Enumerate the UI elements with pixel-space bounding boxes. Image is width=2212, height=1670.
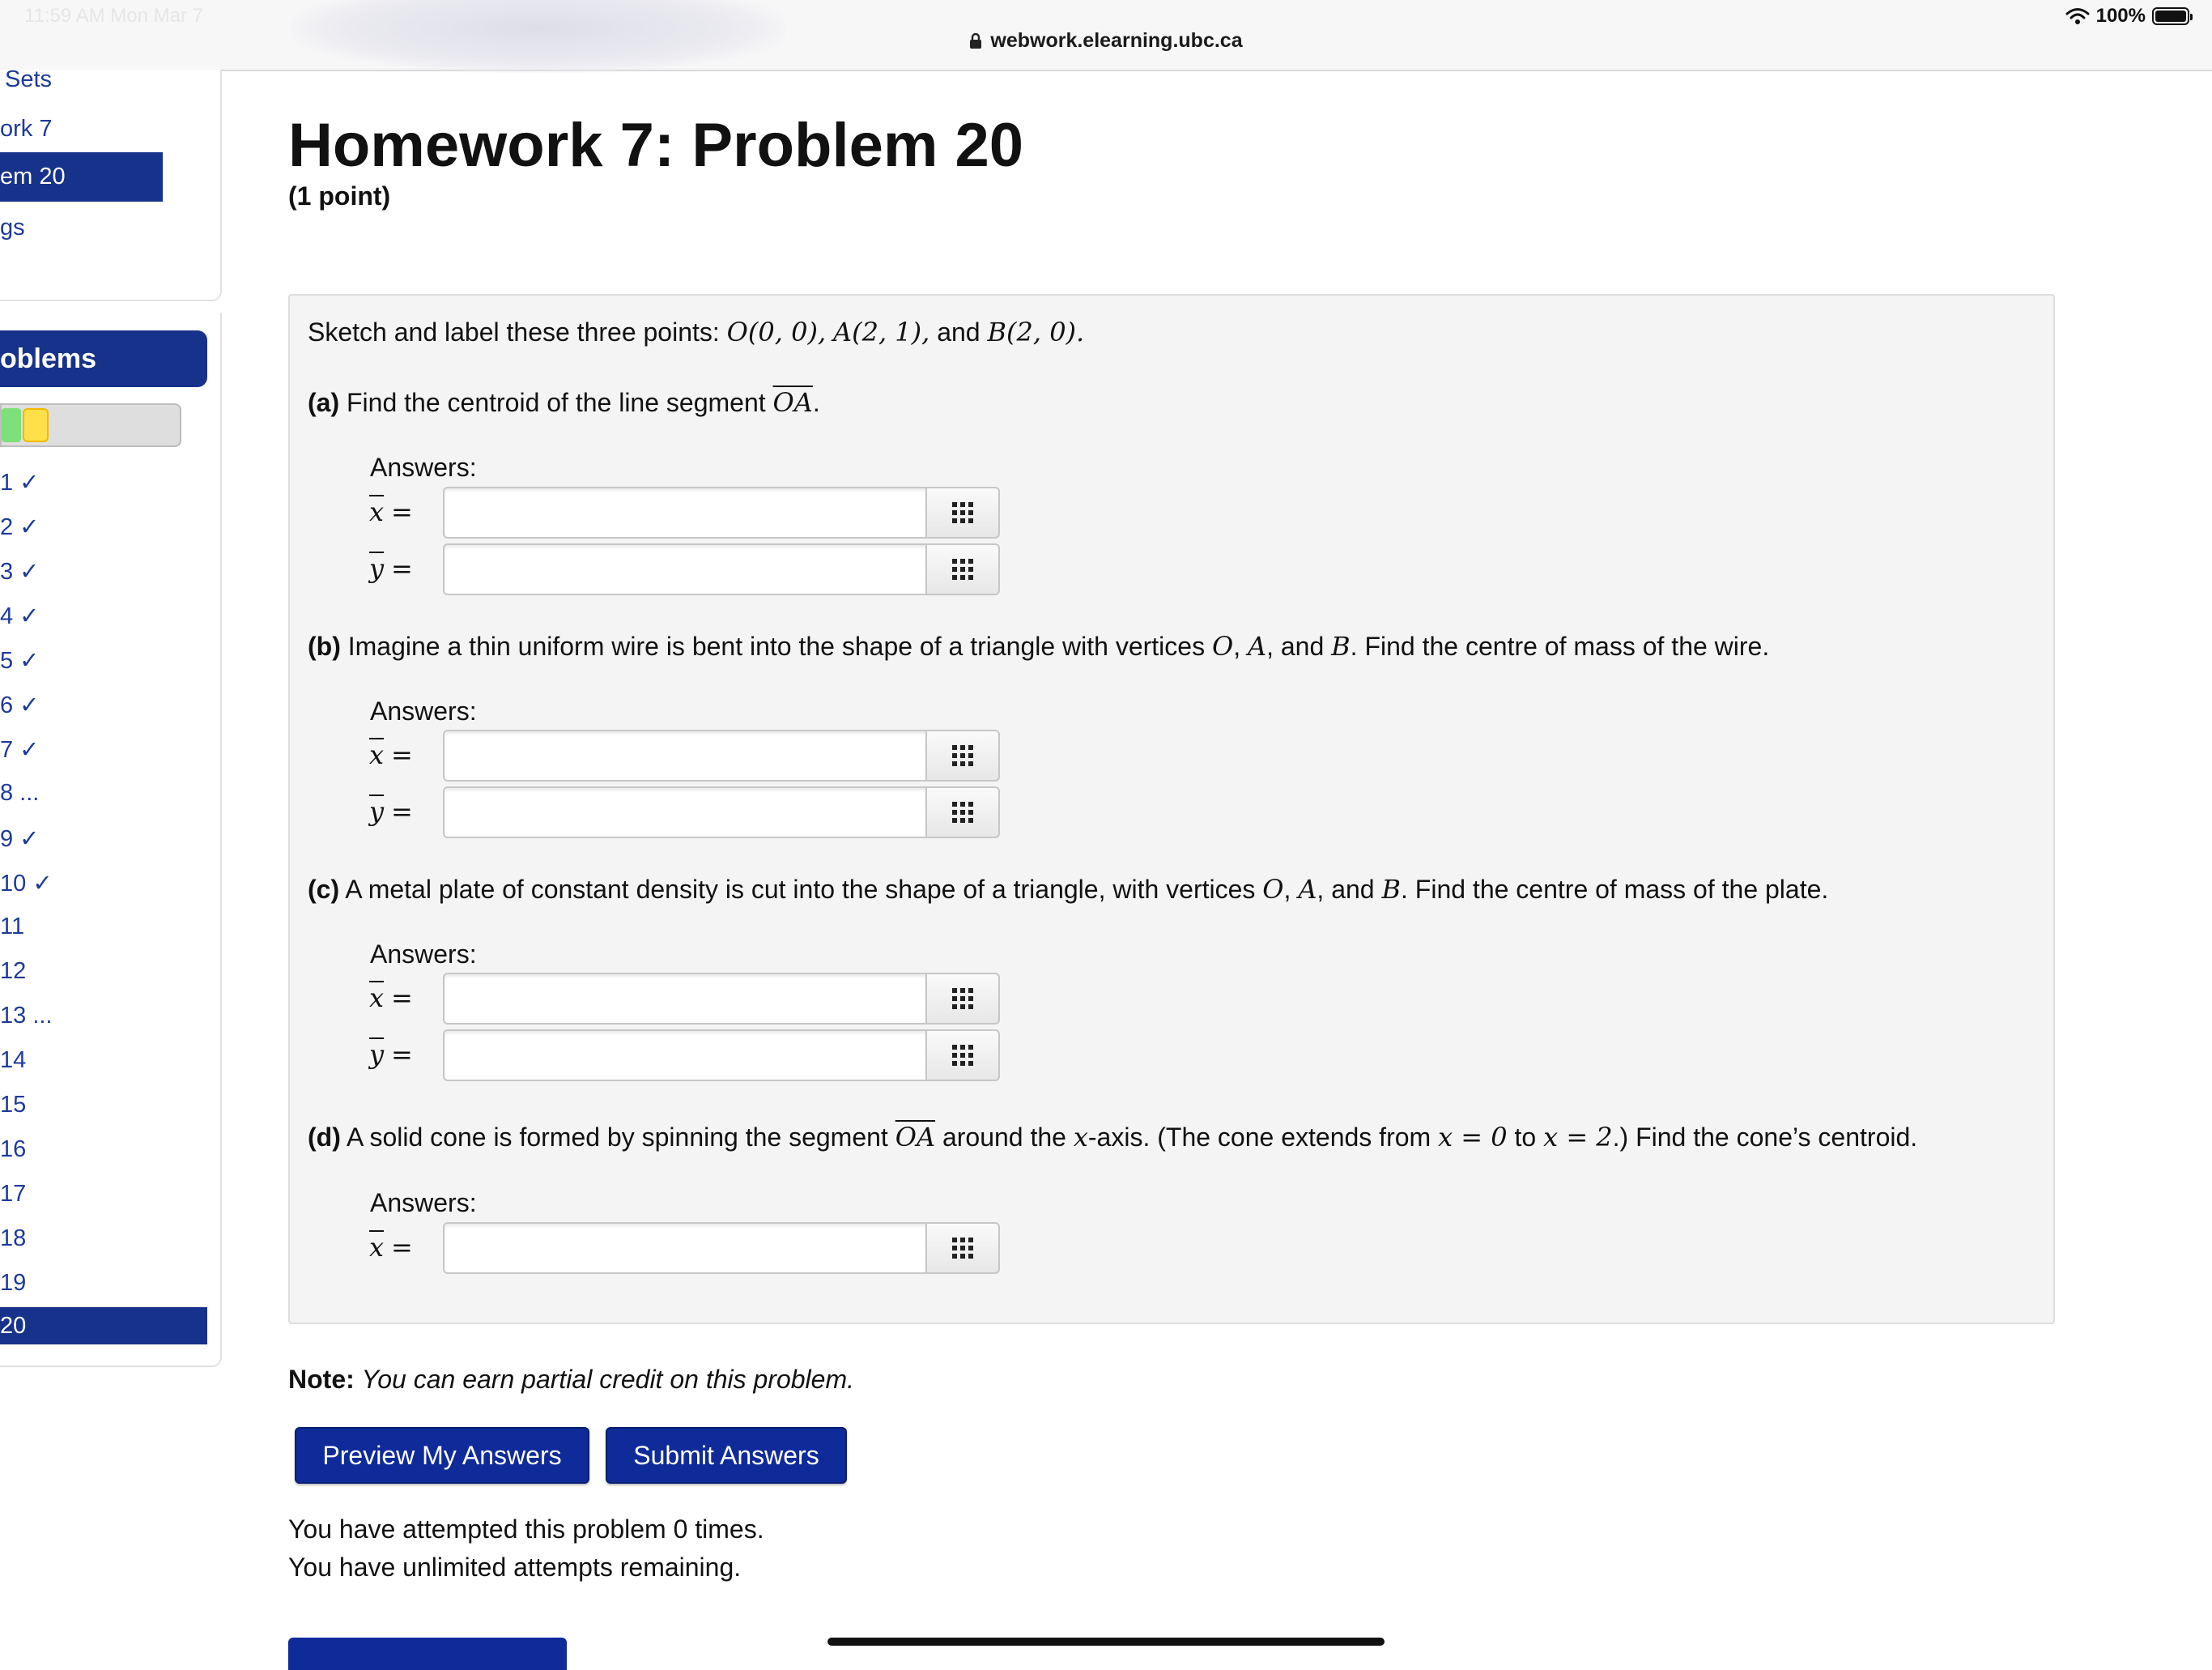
ybar-label — [369, 553, 418, 584]
problem-link[interactable]: 15 — [0, 1092, 27, 1118]
part-d-text-2: around the — [942, 1123, 1066, 1152]
equation-editor-button[interactable] — [925, 543, 1000, 595]
part-b-ybar-input[interactable] — [443, 786, 925, 838]
equals-sign: = — [390, 1039, 413, 1070]
progress-correct — [2, 408, 21, 442]
part-a-suffix: . — [812, 388, 820, 417]
comma: , — [1233, 632, 1241, 661]
progress-in-progress — [23, 408, 49, 442]
part-d-text: A solid cone is formed by spinning the segment — [346, 1123, 888, 1152]
equation-editor-button[interactable] — [925, 1222, 1000, 1274]
part-d-text-4: .) Find the cone’s centroid. — [1612, 1123, 1918, 1152]
equals-sign: = — [390, 739, 413, 770]
vertex-b: B — [1331, 631, 1351, 662]
xbar-symbol: $\overline{x}$ — [369, 739, 385, 770]
part-d-axis: x — [1073, 1122, 1088, 1152]
and-word: and — [1280, 632, 1325, 661]
part-b-label: (b) — [308, 632, 341, 661]
xbar-label — [369, 739, 418, 770]
xbar-label — [369, 982, 418, 1013]
problem-link[interactable]: 11 — [0, 914, 25, 939]
grid-icon — [952, 1238, 973, 1259]
sidebar-link-problem-label: em 20 — [0, 164, 66, 190]
part-c-xbar-input[interactable] — [443, 973, 925, 1025]
equation-editor-button[interactable] — [925, 487, 1000, 539]
problem-body — [288, 294, 2055, 1324]
part-d-to: x = 2 — [1543, 1122, 1613, 1152]
battery-icon — [2152, 7, 2189, 25]
problem-link[interactable]: 14 — [0, 1047, 27, 1073]
sidebar-link-sets[interactable]: Sets — [5, 66, 53, 92]
part-a-text: Find the centroid of the line segment — [347, 388, 766, 417]
grid-icon — [952, 802, 973, 823]
part-c-text-end: . Find the centre of mass of the plate. — [1401, 875, 1829, 904]
wifi-icon — [2065, 7, 2090, 25]
comma: , — [1266, 632, 1274, 661]
part-c-text: A metal plate of constant density is cut into the shape of a triangle, with vertices — [345, 875, 1256, 904]
grid-icon — [952, 559, 973, 580]
attempts-count: You have attempted this problem 0 times. — [288, 1515, 764, 1544]
problem-link[interactable]: 17 — [0, 1181, 27, 1207]
equals-sign: = — [390, 496, 413, 527]
equation-editor-button[interactable] — [925, 1029, 1000, 1081]
xbar-label — [369, 1232, 418, 1263]
part-a-ybar-input[interactable] — [443, 543, 925, 595]
sidebar-link-problem-active[interactable] — [0, 152, 163, 202]
answers-label: Answers: — [370, 453, 477, 482]
equation-editor-button[interactable] — [925, 973, 1000, 1025]
problem-link[interactable]: 7 ✓ — [0, 737, 40, 763]
problems-header-label: oblems — [0, 343, 97, 374]
ybar-symbol: $\overline{y}$ — [369, 796, 385, 827]
part-d-text-3: -axis. (The cone extends from — [1087, 1123, 1431, 1152]
part-a-label: (a) — [308, 388, 340, 417]
part-d-xbar-input[interactable] — [443, 1222, 925, 1274]
equals-sign: = — [390, 1232, 413, 1263]
part-b-text: Imagine a thin uniform wire is bent into the shape of a triangle with vertices — [347, 632, 1206, 661]
progress-bar — [0, 403, 181, 447]
problem-link[interactable]: 13 ... — [0, 1003, 53, 1029]
part-d-from: x = 0 — [1438, 1122, 1508, 1152]
part-d-segment: $\overline{OA}$ — [895, 1122, 936, 1152]
problem-link[interactable]: 3 ✓ — [0, 559, 40, 585]
status-time: 11:59 AM Mon Mar 7 — [24, 5, 203, 27]
point-a: A(2, 1), — [833, 317, 930, 347]
problem-link-active-label: 20 — [0, 1313, 27, 1339]
problem-link[interactable]: 19 — [0, 1270, 27, 1296]
part-d-label: (d) — [308, 1123, 341, 1152]
answers-label: Answers: — [370, 939, 477, 969]
ybar-symbol: $\overline{y}$ — [369, 1039, 385, 1070]
lock-icon — [969, 33, 982, 49]
problem-link[interactable]: 10 ✓ — [0, 871, 53, 897]
sidebar-link-settings[interactable]: gs — [0, 215, 25, 241]
part-a-question — [308, 387, 820, 418]
status-indicators — [2065, 5, 2189, 28]
problem-link[interactable]: 8 ... — [0, 780, 40, 806]
problem-link[interactable]: 9 ✓ — [0, 826, 40, 852]
ybar-label — [369, 1039, 418, 1070]
sidebar-link-homework[interactable]: ork 7 — [0, 116, 53, 142]
partial-credit-note — [288, 1365, 854, 1395]
grid-icon — [952, 1045, 973, 1066]
part-c-ybar-input[interactable] — [443, 1029, 925, 1081]
page-title: Homework 7: Problem 20 — [288, 111, 1024, 180]
grid-icon — [952, 502, 973, 523]
comma: , — [1317, 875, 1325, 904]
part-a-xbar-input[interactable] — [443, 487, 925, 539]
part-b-text-end: . Find the centre of mass of the wire. — [1350, 632, 1770, 661]
problem-link[interactable]: 1 ✓ — [0, 470, 40, 496]
intro-and: and — [937, 317, 981, 347]
url-text: webwork.elearning.ubc.ca — [990, 29, 1243, 52]
problem-link[interactable]: 16 — [0, 1136, 27, 1162]
part-d-to-word: to — [1514, 1123, 1537, 1152]
attempts-remaining: You have unlimited attempts remaining. — [288, 1553, 742, 1582]
note-text: You can earn partial credit on this problem. — [361, 1365, 854, 1394]
comma: , — [1283, 875, 1291, 904]
grid-icon — [952, 745, 973, 766]
vertex-a: A — [1298, 874, 1317, 905]
intro-paragraph — [308, 317, 1084, 347]
part-b-question — [308, 631, 1769, 662]
equation-editor-button[interactable] — [925, 730, 1000, 782]
vertex-o: O — [1211, 631, 1234, 662]
battery-percent: 100% — [2095, 5, 2146, 27]
ybar-label — [369, 796, 418, 827]
problem-link[interactable]: 6 ✓ — [0, 692, 40, 718]
equals-sign: = — [390, 553, 413, 584]
equation-editor-button[interactable] — [925, 786, 1000, 838]
note-label: Note: — [288, 1365, 355, 1394]
xbar-symbol: $\overline{x}$ — [369, 496, 385, 527]
submit-answers-button[interactable]: Submit Answers — [606, 1427, 847, 1484]
home-indicator[interactable] — [827, 1638, 1385, 1646]
grid-icon — [952, 988, 973, 1009]
vertex-b: B — [1381, 874, 1401, 905]
preview-answers-button[interactable]: Preview My Answers — [295, 1427, 589, 1484]
part-c-question — [308, 874, 1828, 905]
intro-text: Sketch and label these three points: — [308, 317, 720, 347]
points-label: (1 point) — [288, 181, 391, 211]
point-b: B(2, 0). — [987, 317, 1085, 347]
problem-link[interactable]: 12 — [0, 958, 27, 984]
part-b-xbar-input[interactable] — [443, 730, 925, 782]
problem-link[interactable]: 4 ✓ — [0, 603, 40, 629]
xbar-symbol: $\overline{x}$ — [369, 1232, 385, 1263]
problem-link[interactable]: 18 — [0, 1225, 27, 1251]
problems-header — [0, 330, 207, 387]
vertex-a: A — [1247, 631, 1267, 662]
problem-link[interactable]: 5 ✓ — [0, 648, 40, 674]
part-c-label: (c) — [308, 875, 340, 904]
cutoff-button[interactable] — [288, 1638, 567, 1670]
equals-sign: = — [390, 796, 413, 827]
part-a-segment: $\overline{OA}$ — [772, 387, 813, 418]
ybar-symbol: $\overline{y}$ — [369, 553, 385, 584]
and-word: and — [1331, 875, 1375, 904]
part-d-question — [308, 1122, 1917, 1152]
answers-label: Answers: — [370, 697, 477, 726]
point-o: O(0, 0), — [726, 317, 827, 347]
problem-link[interactable]: 2 ✓ — [0, 514, 40, 540]
answers-label: Answers: — [370, 1188, 477, 1217]
browser-top-bar — [0, 0, 2212, 71]
xbar-label — [369, 496, 418, 527]
problem-link-active[interactable] — [0, 1307, 207, 1344]
address-bar[interactable] — [0, 29, 2212, 53]
xbar-symbol: $\overline{x}$ — [369, 982, 385, 1013]
equals-sign: = — [390, 982, 413, 1013]
vertex-o: O — [1262, 874, 1284, 905]
